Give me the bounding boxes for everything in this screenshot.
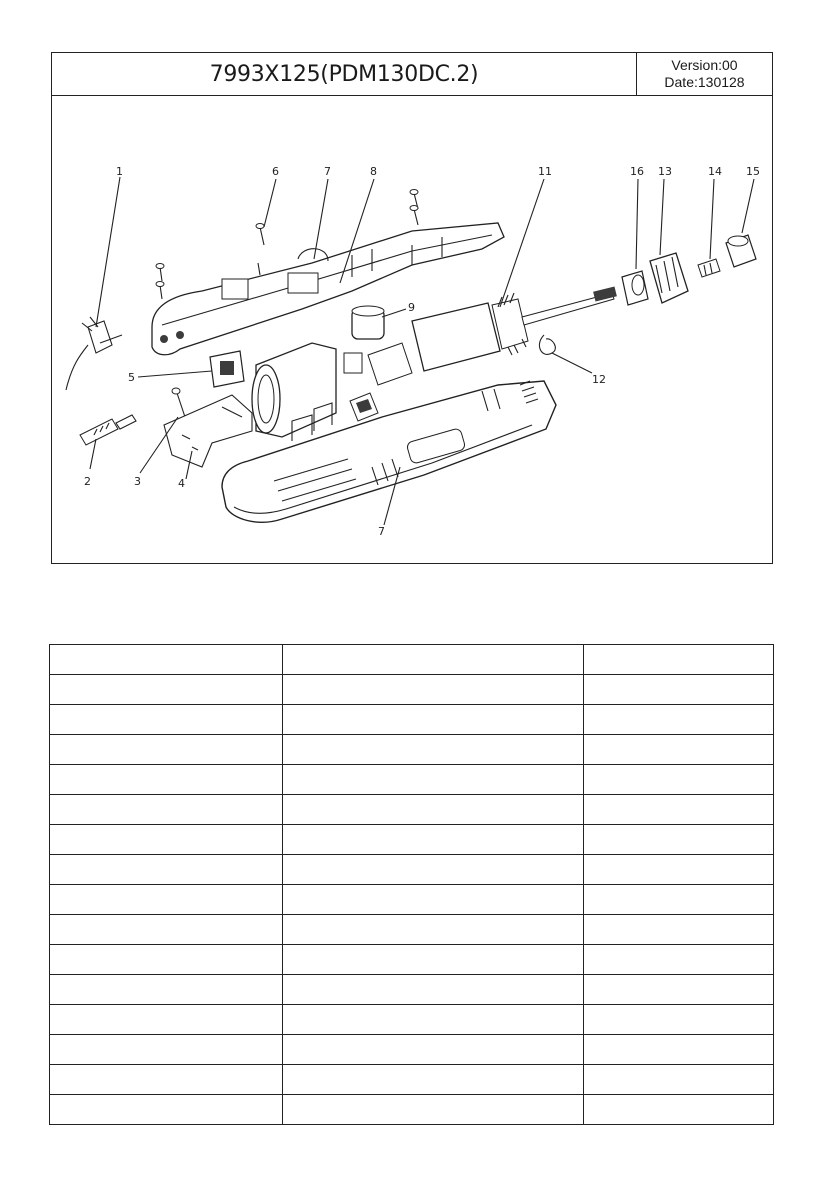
parts-list-table: [49, 644, 774, 1125]
slide-button-part: [350, 393, 378, 421]
collet-part: [698, 259, 720, 277]
table-cell: [283, 705, 584, 735]
table-row: [50, 645, 774, 675]
table-cell: [584, 975, 774, 1005]
table-row: [50, 855, 774, 885]
callout-label: 9: [408, 301, 415, 314]
callout-label: 5: [128, 371, 135, 384]
table-cell: [283, 765, 584, 795]
callout-label: 14: [708, 165, 722, 178]
table-row: [50, 765, 774, 795]
table-row: [50, 975, 774, 1005]
table-row: [50, 825, 774, 855]
table-cell: [584, 675, 774, 705]
table-cell: [50, 945, 283, 975]
parts-list-body: [50, 645, 774, 1125]
table-cell: [50, 825, 283, 855]
collet-nut-part: [726, 235, 756, 267]
table-cell: [50, 765, 283, 795]
callout-label: 1: [116, 165, 123, 178]
table-row: [50, 795, 774, 825]
table-cell: [584, 645, 774, 675]
version-date-cell: [636, 53, 772, 95]
table-cell: [584, 885, 774, 915]
callout-label: 12: [592, 373, 606, 386]
table-row: [50, 735, 774, 765]
table-cell: [584, 1035, 774, 1065]
exploded-view-drawing: [52, 95, 772, 562]
table-cell: [50, 645, 283, 675]
table-row: [50, 945, 774, 975]
table-cell: [50, 1005, 283, 1035]
table-cell: [283, 1005, 584, 1035]
callout-label: 6: [272, 165, 279, 178]
table-row: [50, 705, 774, 735]
table-row: [50, 915, 774, 945]
spring-clip-part: [539, 335, 555, 354]
table-cell: [283, 795, 584, 825]
table-row: [50, 1095, 774, 1125]
model-title: 7993X125(PDM130DC.2): [209, 61, 479, 87]
version-label: Version:00: [671, 57, 738, 73]
magnet-cylinder-part: [252, 343, 336, 437]
table-cell: [584, 855, 774, 885]
table-cell: [584, 1065, 774, 1095]
callout-label: 11: [538, 165, 552, 178]
screw-part: [172, 388, 185, 417]
table-cell: [50, 1095, 283, 1125]
switch-part: [210, 351, 244, 387]
callout-label: 7: [378, 525, 385, 538]
table-cell: [283, 825, 584, 855]
table-cell: [50, 885, 283, 915]
callout-label: 2: [84, 475, 91, 488]
callout-label: 8: [370, 165, 377, 178]
table-cell: [50, 705, 283, 735]
nose-cap-part: [650, 253, 688, 303]
table-cell: [50, 675, 283, 705]
table-cell: [584, 795, 774, 825]
callout-label: 7: [324, 165, 331, 178]
table-row: [50, 885, 774, 915]
table-row: [50, 1035, 774, 1065]
table-row: [50, 675, 774, 705]
table-cell: [283, 1035, 584, 1065]
table-cell: [283, 915, 584, 945]
table-cell: [584, 825, 774, 855]
callout-label: 13: [658, 165, 672, 178]
table-cell: [50, 915, 283, 945]
table-cell: [50, 855, 283, 885]
table-cell: [283, 645, 584, 675]
table-cell: [283, 675, 584, 705]
cord-protector-part: [80, 415, 136, 445]
table-row: [50, 1065, 774, 1095]
table-cell: [584, 1005, 774, 1035]
table-cell: [283, 975, 584, 1005]
table-cell: [584, 1095, 774, 1125]
circuit-board-part: [164, 395, 252, 467]
date-label: Date:130128: [664, 74, 745, 90]
bearing-part: [622, 271, 648, 305]
table-cell: [584, 735, 774, 765]
table-cell: [283, 1095, 584, 1125]
table-cell: [584, 915, 774, 945]
table-cell: [584, 765, 774, 795]
table-cell: [50, 1065, 283, 1095]
brush-cap-part: [352, 306, 384, 339]
table-row: [50, 1005, 774, 1035]
table-cell: [50, 795, 283, 825]
table-cell: [283, 945, 584, 975]
table-cell: [283, 1065, 584, 1095]
callout-label: 15: [746, 165, 760, 178]
callout-label: 4: [178, 477, 185, 490]
table-cell: [283, 855, 584, 885]
table-cell: [283, 735, 584, 765]
table-cell: [584, 945, 774, 975]
table-cell: [50, 975, 283, 1005]
table-cell: [584, 705, 774, 735]
table-cell: [283, 885, 584, 915]
table-cell: [50, 735, 283, 765]
title-block: [51, 52, 773, 96]
armature-part: [344, 286, 617, 385]
exploded-view-frame: [51, 95, 773, 564]
table-cell: [50, 1035, 283, 1065]
callout-label: 3: [134, 475, 141, 488]
power-plug-part: [66, 317, 122, 390]
callout-label: 16: [630, 165, 644, 178]
